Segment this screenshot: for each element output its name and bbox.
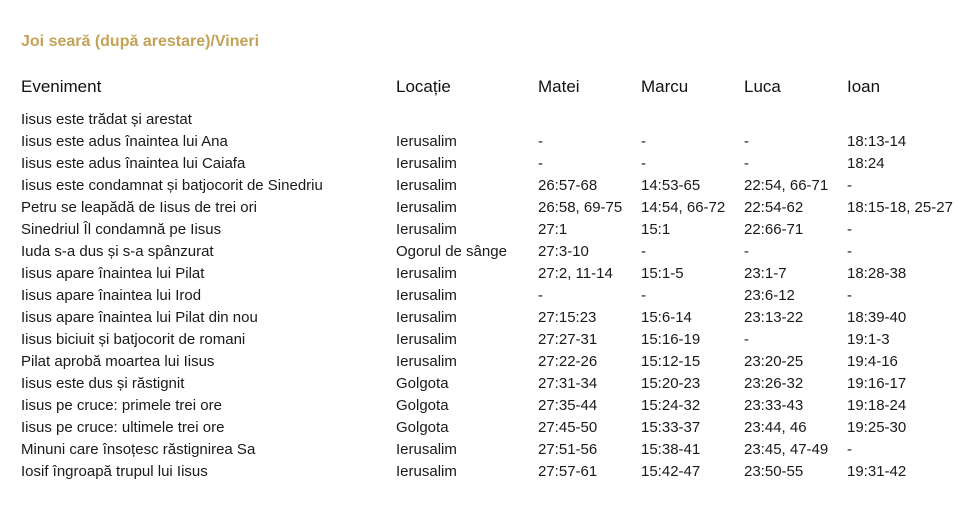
- cell-ioan: 19:16-17: [847, 374, 907, 392]
- cell-ioan: 18:13-14: [847, 132, 907, 150]
- table-row: [21, 152, 971, 174]
- cell-location: Ierusalim: [396, 176, 457, 194]
- cell-marcu: 15:20-23: [641, 374, 701, 392]
- cell-event: Iisus apare înaintea lui Irod: [21, 286, 202, 304]
- header-marcu: Marcu: [641, 77, 689, 96]
- cell-luca: 23:33-43: [744, 396, 804, 414]
- cell-location: Golgota: [396, 396, 449, 414]
- cell-luca: -: [744, 242, 749, 260]
- cell-luca: -: [744, 154, 749, 172]
- cell-luca: 23:6-12: [744, 286, 795, 304]
- cell-event: Iisus este trădat și arestat: [21, 110, 192, 128]
- cell-marcu: -: [641, 242, 646, 260]
- cell-luca: 22:66-71: [744, 220, 804, 238]
- cell-location: Ierusalim: [396, 352, 457, 370]
- cell-marcu: 15:16-19: [641, 330, 701, 348]
- table-row: [21, 108, 971, 130]
- table-row: [21, 240, 971, 262]
- cell-event: Iisus apare înaintea lui Pilat din nou: [21, 308, 258, 326]
- table-row: [21, 174, 971, 196]
- cell-matei: 27:57-61: [538, 462, 598, 480]
- table-row: [21, 438, 971, 460]
- cell-matei: -: [538, 154, 543, 172]
- cell-ioan: 19:25-30: [847, 418, 907, 436]
- cell-matei: 27:15:23: [538, 308, 597, 326]
- cell-ioan: 18:15-18, 25-27: [847, 198, 953, 216]
- cell-event: Iuda s-a dus și s-a spânzurat: [21, 242, 214, 260]
- cell-event: Iisus este dus și răstignit: [21, 374, 185, 392]
- table-row: [21, 130, 971, 152]
- cell-marcu: 15:6-14: [641, 308, 692, 326]
- table-row: [21, 218, 971, 240]
- cell-luca: 23:50-55: [744, 462, 804, 480]
- events-table: [21, 76, 971, 482]
- cell-luca: -: [744, 330, 749, 348]
- header-luca: Luca: [744, 77, 781, 96]
- table-row: [21, 460, 971, 482]
- cell-matei: 27:35-44: [538, 396, 598, 414]
- table-header: [21, 76, 971, 98]
- cell-marcu: -: [641, 132, 646, 150]
- cell-ioan: -: [847, 242, 852, 260]
- table-row: [21, 284, 971, 306]
- cell-matei: -: [538, 132, 543, 150]
- cell-ioan: 18:39-40: [847, 308, 907, 326]
- table-body: [21, 108, 971, 482]
- table-row: [21, 328, 971, 350]
- cell-matei: 27:45-50: [538, 418, 598, 436]
- cell-location: Ierusalim: [396, 308, 457, 326]
- cell-matei: 27:22-26: [538, 352, 598, 370]
- header-ioan: Ioan: [847, 77, 881, 96]
- cell-luca: 23:13-22: [744, 308, 804, 326]
- cell-ioan: 18:28-38: [847, 264, 907, 282]
- cell-matei: 27:1: [538, 220, 568, 238]
- section-title: Joi seară (după arestare)/Vineri: [21, 33, 260, 50]
- cell-event: Iisus pe cruce: primele trei ore: [21, 396, 222, 414]
- cell-location: Ogorul de sânge: [396, 242, 507, 260]
- cell-ioan: -: [847, 440, 852, 458]
- cell-luca: 23:20-25: [744, 352, 804, 370]
- cell-marcu: 15:24-32: [641, 396, 701, 414]
- cell-ioan: -: [847, 220, 852, 238]
- cell-location: Ierusalim: [396, 462, 457, 480]
- cell-marcu: 15:1-5: [641, 264, 684, 282]
- cell-location: Golgota: [396, 374, 449, 392]
- cell-matei: 27:31-34: [538, 374, 598, 392]
- cell-ioan: 19:18-24: [847, 396, 907, 414]
- cell-event: Iosif îngroapă trupul lui Iisus: [21, 462, 208, 480]
- cell-matei: 27:2, 11-14: [538, 264, 613, 282]
- cell-ioan: 19:1-3: [847, 330, 890, 348]
- table-row: [21, 306, 971, 328]
- cell-matei: 26:57-68: [538, 176, 598, 194]
- cell-marcu: 15:42-47: [641, 462, 701, 480]
- cell-ioan: 18:24: [847, 154, 885, 172]
- cell-event: Petru se leapădă de Iisus de trei ori: [21, 198, 257, 216]
- table-row: [21, 416, 971, 438]
- header-event: Eveniment: [21, 77, 102, 96]
- cell-location: Ierusalim: [396, 286, 457, 304]
- cell-marcu: 15:12-15: [641, 352, 701, 370]
- table-row: [21, 196, 971, 218]
- cell-event: Iisus biciuit și batjocorit de romani: [21, 330, 246, 348]
- cell-location: Ierusalim: [396, 198, 457, 216]
- cell-ioan: 19:31-42: [847, 462, 907, 480]
- cell-location: Ierusalim: [396, 154, 457, 172]
- table-row: [21, 262, 971, 284]
- cell-luca: 22:54, 66-71: [744, 176, 829, 194]
- cell-event: Iisus pe cruce: ultimele trei ore: [21, 418, 225, 436]
- table-row: [21, 394, 971, 416]
- cell-ioan: -: [847, 286, 852, 304]
- cell-marcu: 14:53-65: [641, 176, 701, 194]
- cell-luca: 23:45, 47-49: [744, 440, 829, 458]
- cell-marcu: -: [641, 154, 646, 172]
- cell-event: Iisus este adus înaintea lui Ana: [21, 132, 228, 150]
- cell-location: Golgota: [396, 418, 449, 436]
- cell-luca: 23:44, 46: [744, 418, 807, 436]
- cell-luca: -: [744, 132, 749, 150]
- table-row: [21, 372, 971, 394]
- cell-ioan: 19:4-16: [847, 352, 898, 370]
- cell-location: Ierusalim: [396, 132, 457, 150]
- cell-event: Minuni care însoțesc răstignirea Sa: [21, 440, 256, 458]
- cell-event: Iisus este adus înaintea lui Caiafa: [21, 154, 246, 172]
- cell-matei: 27:51-56: [538, 440, 598, 458]
- cell-matei: 27:27-31: [538, 330, 598, 348]
- header-matei: Matei: [538, 77, 580, 96]
- cell-marcu: 15:33-37: [641, 418, 701, 436]
- cell-location: Ierusalim: [396, 330, 457, 348]
- cell-marcu: 15:38-41: [641, 440, 701, 458]
- header-location: Locație: [396, 77, 451, 96]
- cell-luca: 23:1-7: [744, 264, 787, 282]
- cell-matei: -: [538, 286, 543, 304]
- cell-luca: 23:26-32: [744, 374, 804, 392]
- cell-luca: 22:54-62: [744, 198, 804, 216]
- table-row: [21, 350, 971, 372]
- cell-event: Sinedriul Îl condamnă pe Iisus: [21, 220, 222, 238]
- cell-location: Ierusalim: [396, 220, 457, 238]
- cell-marcu: 14:54, 66-72: [641, 198, 726, 216]
- cell-marcu: -: [641, 286, 646, 304]
- cell-event: Pilat aprobă moartea lui Iisus: [21, 352, 215, 370]
- cell-location: Ierusalim: [396, 440, 457, 458]
- cell-matei: 27:3-10: [538, 242, 589, 260]
- cell-ioan: -: [847, 176, 852, 194]
- cell-event: Iisus apare înaintea lui Pilat: [21, 264, 205, 282]
- cell-marcu: 15:1: [641, 220, 671, 238]
- cell-location: Ierusalim: [396, 264, 457, 282]
- cell-event: Iisus este condamnat și batjocorit de Sinedriu: [21, 176, 323, 194]
- cell-matei: 26:58, 69-75: [538, 198, 623, 216]
